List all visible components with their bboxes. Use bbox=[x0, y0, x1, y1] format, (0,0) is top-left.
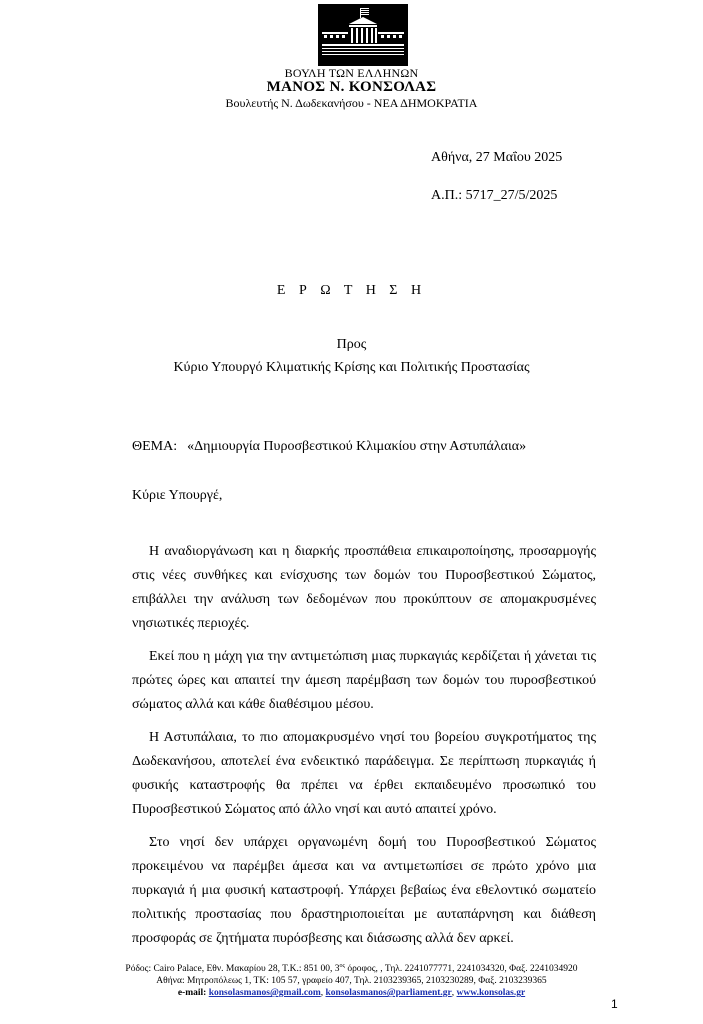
protocol-number: Α.Π.: 5717_27/5/2025 bbox=[431, 188, 558, 203]
email-label: e-mail: bbox=[177, 988, 207, 999]
subject-line bbox=[132, 439, 526, 455]
document-date: Αθήνα, 27 Μαΐου 2025 bbox=[431, 150, 563, 165]
page-number: 1 bbox=[611, 997, 618, 1011]
body-paragraph: Η αναδιοργάνωση και η διαρκής προσπάθεια επικαιροποίησης, προσαρμογής στις νέες συνθήκες και ενίσχυσης των δομών του Πυροσβεστικού Σώματος, επιβάλλει την ανάλυση των δεδομένων που προκύπτουν σε απομακρυσμένες νησιωτικές περιοχές. bbox=[132, 544, 596, 631]
parliament-name: ΒΟΥΛΗ ΤΩΝ ΕΛΛΗΝΩΝ bbox=[284, 66, 419, 80]
body-text bbox=[132, 540, 596, 960]
salutation: Κύριε Υπουργέ, bbox=[132, 488, 223, 503]
mp-title: Βουλευτής Ν. Δωδεκανήσου - ΝΕΑ ΔΗΜΟΚΡΑΤΙΑ bbox=[225, 96, 478, 110]
website-link[interactable]: www.konsolas.gr bbox=[456, 988, 526, 999]
mp-name: ΜΑΝΟΣ Ν. ΚΟΝΣΟΛΑΣ bbox=[266, 79, 437, 95]
footer-athens-address: Αθήνα: Μητροπόλεως 1, ΤΚ: 105 57, γραφείο 407, Τηλ. 2103239365, 2103230289, Φαξ. 2103239365 bbox=[156, 976, 547, 987]
document-type: Ε Ρ Ω Τ Η Σ Η bbox=[276, 283, 427, 298]
recipient-label: Προς bbox=[336, 337, 367, 352]
email-link-gmail[interactable]: konsolasmanos@gmail.com bbox=[208, 988, 321, 999]
subject-label: ΘΕΜΑ: bbox=[132, 439, 178, 454]
footer-contact: e-mail: konsolasmanos@gmail.com, konsolasmanos@parliament.gr, www.konsolas.gr bbox=[177, 988, 526, 999]
parliament-building-icon bbox=[312, 4, 414, 66]
body-paragraph: Η Αστυπάλαια, το πιο απομακρυσμένο νησί του βορείου συγκροτήματος της Δωδεκανήσου, αποτελεί ένα ενδεικτικό παράδειγμα. Σε περίπτωση πυρκαγιάς ή φυσικής καταστροφής θα πρέπει να έρθει εκπαιδευμένο προσωπικό του Πυροσβεστικού Σώματος από άλλο νησί και αυτό απαιτεί χρόνο. bbox=[132, 730, 596, 817]
footer bbox=[0, 960, 703, 999]
body-paragraph: Στο νησί δεν υπάρχει οργανωμένη δομή του Πυροσβεστικού Σώματος προκειμένου να παρέμβει άμεσα και να αντιμετωπίσει σε πρώτο χρόνο μια πυρκαγιά ή μια φυσική καταστροφή. Υπάρχει βεβαίως ένα εθελοντικό σωματείο πολιτικής προστασίας που δραστηριοποιείται με αυταπάρνηση και διάθεση προσφοράς σε ζητήματα πυρόσβεσης και διάσωσης αλλά δεν αρκεί. bbox=[132, 835, 596, 946]
email-link-parliament[interactable]: konsolasmanos@parliament.gr bbox=[325, 988, 452, 999]
footer-rhodes-address: Ρόδος: Cairo Palace, Εθν. Μακαρίου 28, Τ.Κ.: 851 00, $3^{o\varsigma}$ όροφος, , Τηλ. 2241077771, 2241034320, Φαξ. 2241034920 bbox=[125, 963, 578, 975]
subject-text: «Δημιουργία Πυροσβεστικού Κλιμακίου στην Αστυπάλαια» bbox=[187, 439, 527, 454]
body-paragraph: Εκεί που η μάχη για την αντιμετώπιση μιας πυρκαγιάς κερδίζεται ή χάνεται τις πρώτες ώρες και απαιτεί την άμεση παρέμβαση των δομών του πυροσβεστικού σώματος αλλά και κάθε διαθέσιμου μέσου. bbox=[132, 649, 596, 712]
recipient: Κύριο Υπουργό Κλιματικής Κρίσης και Πολιτικής Προστασίας bbox=[173, 360, 530, 375]
